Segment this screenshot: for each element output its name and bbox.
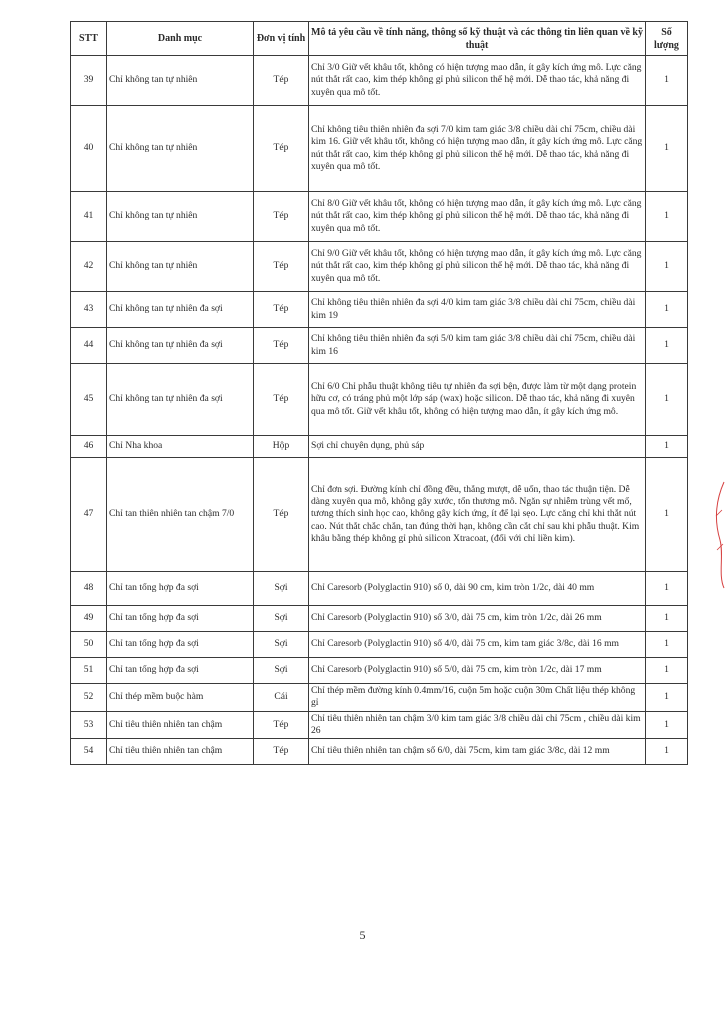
row-quantity: 1 [646, 572, 688, 606]
row-category: Chỉ tan tổng hợp đa sợi [107, 572, 254, 606]
row-quantity: 1 [646, 106, 688, 192]
row-description: Chỉ 3/0 Giữ vết khâu tốt, không có hiện tượng mao dẫn, ít gây kích ứng mô. Lực căng nút thắt rất cao, kim thép không gỉ phủ silicon thế hệ mới. Dễ thao tác, khả năng đi xuyên qua mô tốt. [309, 56, 646, 106]
row-unit: Sợi [254, 658, 309, 684]
row-unit: Tép [254, 106, 309, 192]
row-unit: Hộp [254, 436, 309, 458]
row-quantity: 1 [646, 436, 688, 458]
row-description: Chỉ 9/0 Giữ vết khâu tốt, không có hiện tượng mao dẫn, ít gây kích ứng mô. Lực căng nút thắt rất cao, kim thép không gỉ phủ silicon thế hệ mới. Dễ thao tác, khả năng đi xuyên qua mô tốt. [309, 242, 646, 292]
row-stt: 44 [71, 328, 107, 364]
row-description: Chỉ Caresorb (Polyglactin 910) số 4/0, dài 75 cm, kim tam giác 3/8c, dài 16 mm [309, 632, 646, 658]
row-stt: 45 [71, 364, 107, 436]
table-row [71, 458, 688, 572]
row-quantity: 1 [646, 711, 688, 739]
row-quantity: 1 [646, 192, 688, 242]
row-unit: Tép [254, 242, 309, 292]
row-stt: 43 [71, 292, 107, 328]
table-header-row [71, 22, 688, 56]
row-stt: 47 [71, 458, 107, 572]
row-description: Chỉ thép mềm đường kính 0.4mm/16, cuộn 5m hoặc cuộn 30m Chất liệu thép không gỉ [309, 684, 646, 712]
row-stt: 46 [71, 436, 107, 458]
row-description: Chỉ Caresorb (Polyglactin 910) số 5/0, dài 75 cm, kim tròn 1/2c, dài 17 mm [309, 658, 646, 684]
row-description: Chỉ 6/0 Chỉ phẫu thuật không tiêu tự nhiên đa sợi bện, được làm từ một dạng protein hữu cơ, có tráng phủ một lớp sáp (wax) hoặc silicon. Dễ thao tác, khả năng đi xuyên qua mô tốt. Giữ vết khâu tốt, không có hiện tượng mao dẫn, ít gây kích ứng mô. [309, 364, 646, 436]
row-stt: 52 [71, 684, 107, 712]
row-category: Chỉ không tan tự nhiên đa sợi [107, 328, 254, 364]
table-row [71, 606, 688, 632]
row-quantity: 1 [646, 364, 688, 436]
row-category: Chỉ thép mềm buộc hàm [107, 684, 254, 712]
header-unit: Đơn vị tính [254, 22, 309, 56]
row-unit: Sợi [254, 606, 309, 632]
table-row [71, 658, 688, 684]
table-row [71, 328, 688, 364]
table-row [71, 292, 688, 328]
row-unit: Sợi [254, 572, 309, 606]
row-category: Chỉ không tan tự nhiên [107, 106, 254, 192]
table-row [71, 242, 688, 292]
row-quantity: 1 [646, 458, 688, 572]
header-quantity: Số lượng [646, 22, 688, 56]
row-category: Chỉ tan tổng hợp đa sợi [107, 658, 254, 684]
row-description: Chỉ tiêu thiên nhiên tan chậm số 6/0, dài 75cm, kim tam giác 3/8c, dài 12 mm [309, 739, 646, 765]
row-category: Chỉ không tan tự nhiên [107, 56, 254, 106]
table-row [71, 106, 688, 192]
row-description: Chỉ đơn sợi. Đường kính chỉ đồng đều, thẳng mượt, dễ uốn, thao tác thuận tiện. Dễ dàng xuyên qua mô, không gây xước, tổn thương mô. Ngăn sự nhiễm trùng vết mổ, tương thích sinh học cao, không gây kích ứng, ít để lại sẹo. Lực căng chỉ khi thắt nút cao. Nút thắt chắc chắn, tan đúng thời hạn, không cần cắt chỉ sau khi phẫu thuật. Kim khâu bằng thép không gỉ phủ silicon Xtracoat, (đối với chỉ liền kim). [309, 458, 646, 572]
row-unit: Tép [254, 328, 309, 364]
row-category: Chỉ tan thiên nhiên tan chậm 7/0 [107, 458, 254, 572]
table-row [71, 711, 688, 739]
row-stt: 39 [71, 56, 107, 106]
row-description: Chỉ 8/0 Giữ vết khâu tốt, không có hiện tượng mao dẫn, ít gây kích ứng mô. Lực căng nút thắt rất cao, kim thép không gỉ phủ silicon thế hệ mới. Dễ thao tác, khả năng đi xuyên qua mô tốt. [309, 192, 646, 242]
row-stt: 53 [71, 711, 107, 739]
header-category: Danh mục [107, 22, 254, 56]
table-row [71, 192, 688, 242]
row-stt: 41 [71, 192, 107, 242]
row-unit: Tép [254, 458, 309, 572]
row-description: Chỉ không tiêu thiên nhiên đa sợi 4/0 kim tam giác 3/8 chiều dài chỉ 75cm, chiều dài kim 19 [309, 292, 646, 328]
row-unit: Cái [254, 684, 309, 712]
row-stt: 40 [71, 106, 107, 192]
row-category: Chỉ tan tổng hợp đa sợi [107, 606, 254, 632]
row-quantity: 1 [646, 292, 688, 328]
row-description: Sợi chỉ chuyên dụng, phủ sáp [309, 436, 646, 458]
row-quantity: 1 [646, 739, 688, 765]
table-row [71, 739, 688, 765]
row-description: Chỉ Caresorb (Polyglactin 910) số 3/0, dài 75 cm, kim tròn 1/2c, dài 26 mm [309, 606, 646, 632]
row-quantity: 1 [646, 658, 688, 684]
row-quantity: 1 [646, 242, 688, 292]
page-number: 5 [359, 928, 366, 942]
row-unit: Tép [254, 192, 309, 242]
table-row [71, 364, 688, 436]
row-description: Chỉ không tiêu thiên nhiên đa sợi 7/0 kim tam giác 3/8 chiều dài chỉ 75cm, chiều dài kim 16. Giữ vết khâu tốt, không có hiện tượng mao dẫn, ít gây kích ứng mô. Lực căng nút thắt rất cao, kim thép không gỉ phủ silicon thế hệ mới. Dễ thao tác, khả năng đi xuyên qua mô tốt. [309, 106, 646, 192]
row-category: Chỉ tiêu thiên nhiên tan chậm [107, 739, 254, 765]
row-quantity: 1 [646, 606, 688, 632]
row-category: Chỉ tan tổng hợp đa sợi [107, 632, 254, 658]
row-stt: 49 [71, 606, 107, 632]
row-unit: Tép [254, 292, 309, 328]
row-stt: 42 [71, 242, 107, 292]
row-description: Chỉ tiêu thiên nhiên tan chậm 3/0 kim tam giác 3/8 chiều dài chỉ 75cm , chiều dài kim 26 [309, 711, 646, 739]
table-row [71, 56, 688, 106]
row-category: Chỉ tiêu thiên nhiên tan chậm [107, 711, 254, 739]
red-stamp-edge [712, 480, 725, 590]
row-category: Chỉ Nha khoa [107, 436, 254, 458]
row-unit: Tép [254, 739, 309, 765]
row-category: Chỉ không tan tự nhiên [107, 242, 254, 292]
row-category: Chỉ không tan tự nhiên đa sợi [107, 364, 254, 436]
table-row [71, 632, 688, 658]
row-unit: Tép [254, 711, 309, 739]
table-row [71, 572, 688, 606]
row-unit: Tép [254, 364, 309, 436]
row-stt: 48 [71, 572, 107, 606]
row-unit: Tép [254, 56, 309, 106]
row-category: Chỉ không tan tự nhiên [107, 192, 254, 242]
row-category: Chỉ không tan tự nhiên đa sợi [107, 292, 254, 328]
header-description: Mô tả yêu cầu về tính năng, thông số kỹ thuật và các thông tin liên quan về kỹ thuật [309, 22, 646, 56]
header-stt: STT [71, 22, 107, 56]
row-quantity: 1 [646, 328, 688, 364]
row-stt: 54 [71, 739, 107, 765]
row-unit: Sợi [254, 632, 309, 658]
row-quantity: 1 [646, 632, 688, 658]
table-row [71, 436, 688, 458]
row-stt: 50 [71, 632, 107, 658]
row-description: Chỉ không tiêu thiên nhiên đa sợi 5/0 kim tam giác 3/8 chiều dài chỉ 75cm, chiều dài kim 16 [309, 328, 646, 364]
specification-table [70, 21, 688, 765]
table-row [71, 684, 688, 712]
row-quantity: 1 [646, 684, 688, 712]
row-stt: 51 [71, 658, 107, 684]
row-description: Chỉ Caresorb (Polyglactin 910) số 0, dài 90 cm, kim tròn 1/2c, dài 40 mm [309, 572, 646, 606]
row-quantity: 1 [646, 56, 688, 106]
